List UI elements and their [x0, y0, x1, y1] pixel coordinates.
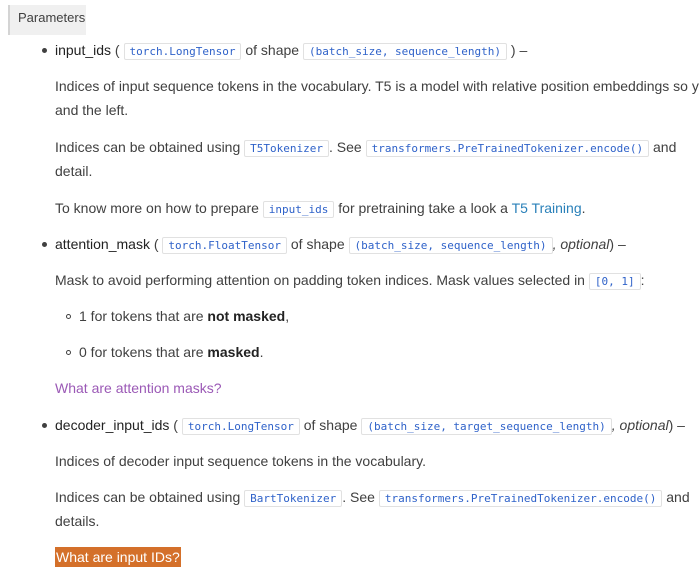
type-code: torch.FloatTensor: [162, 237, 287, 254]
param-decoder-input-ids-signature: decoder_input_ids ( torch.LongTensor of shape (batch_size, target_sequence_length) , optional) –: [55, 417, 685, 433]
mask-description: Mask to avoid performing attention on padding token indices. Mask values selected in [0, 1] :: [55, 272, 645, 288]
bullet-icon: [42, 423, 47, 428]
obtain-line: Indices can be obtained using T5Tokenizer . See transformers.PreTrainedTokenizer.encode() and: [55, 139, 677, 155]
circle-bullet-icon: [66, 314, 71, 319]
type-code: torch.LongTensor: [182, 418, 300, 435]
details-text: details.: [55, 513, 100, 529]
t5-training-link[interactable]: T5 Training: [511, 200, 582, 216]
param-name: attention_mask: [55, 236, 150, 252]
attention-masks-link[interactable]: What are attention masks?: [55, 380, 222, 396]
shape-code: (batch_size, sequence_length): [303, 43, 507, 60]
param-name: input_ids: [55, 42, 112, 58]
tokenizer-link[interactable]: T5Tokenizer: [244, 140, 329, 157]
bullet-icon: [42, 242, 47, 247]
know-more-line: To know more on how to prepare input_ids for pretraining take a look a T5 Training.: [55, 200, 586, 216]
decoder-description: Indices of decoder input sequence tokens in the vocabulary.: [55, 453, 426, 469]
circle-bullet-icon: [66, 350, 71, 355]
param-name: decoder_input_ids: [55, 417, 170, 433]
decoder-obtain-line: Indices can be obtained using BartTokenizer . See transformers.PreTrainedTokenizer.encode() and: [55, 489, 690, 505]
input-ids-code: input_ids: [263, 201, 335, 218]
highlighted-link-text[interactable]: What are input IDs?: [56, 549, 180, 565]
bart-tokenizer-link[interactable]: BartTokenizer: [244, 490, 342, 507]
mask-item-not-masked: 1 for tokens that are not masked,: [79, 308, 290, 324]
shape-code: (batch_size, sequence_length): [349, 237, 553, 254]
param-description-cont: and the left.: [55, 102, 129, 118]
param-description: Indices of input sequence tokens in the vocabulary. T5 is a model with relative position embeddings so y: [55, 78, 699, 94]
mask-item-masked: 0 for tokens that are masked.: [79, 344, 264, 360]
parameters-label: Parameters: [8, 5, 86, 35]
param-input-ids-signature: input_ids ( torch.LongTensor of shape (batch_size, sequence_length) ) –: [55, 42, 528, 58]
shape-code: (batch_size, target_sequence_length): [361, 418, 611, 435]
mask-values-code: [0, 1]: [589, 273, 641, 290]
param-attention-mask-signature: attention_mask ( torch.FloatTensor of shape (batch_size, sequence_length) , optional) –: [55, 236, 626, 252]
encode-link[interactable]: transformers.PreTrainedTokenizer.encode(): [366, 140, 650, 157]
detail-text: detail.: [55, 163, 93, 179]
type-code: torch.LongTensor: [124, 43, 242, 60]
bullet-icon: [42, 48, 47, 53]
input-ids-link[interactable]: [55, 547, 181, 567]
encode-link[interactable]: transformers.PreTrainedTokenizer.encode(): [379, 490, 663, 507]
